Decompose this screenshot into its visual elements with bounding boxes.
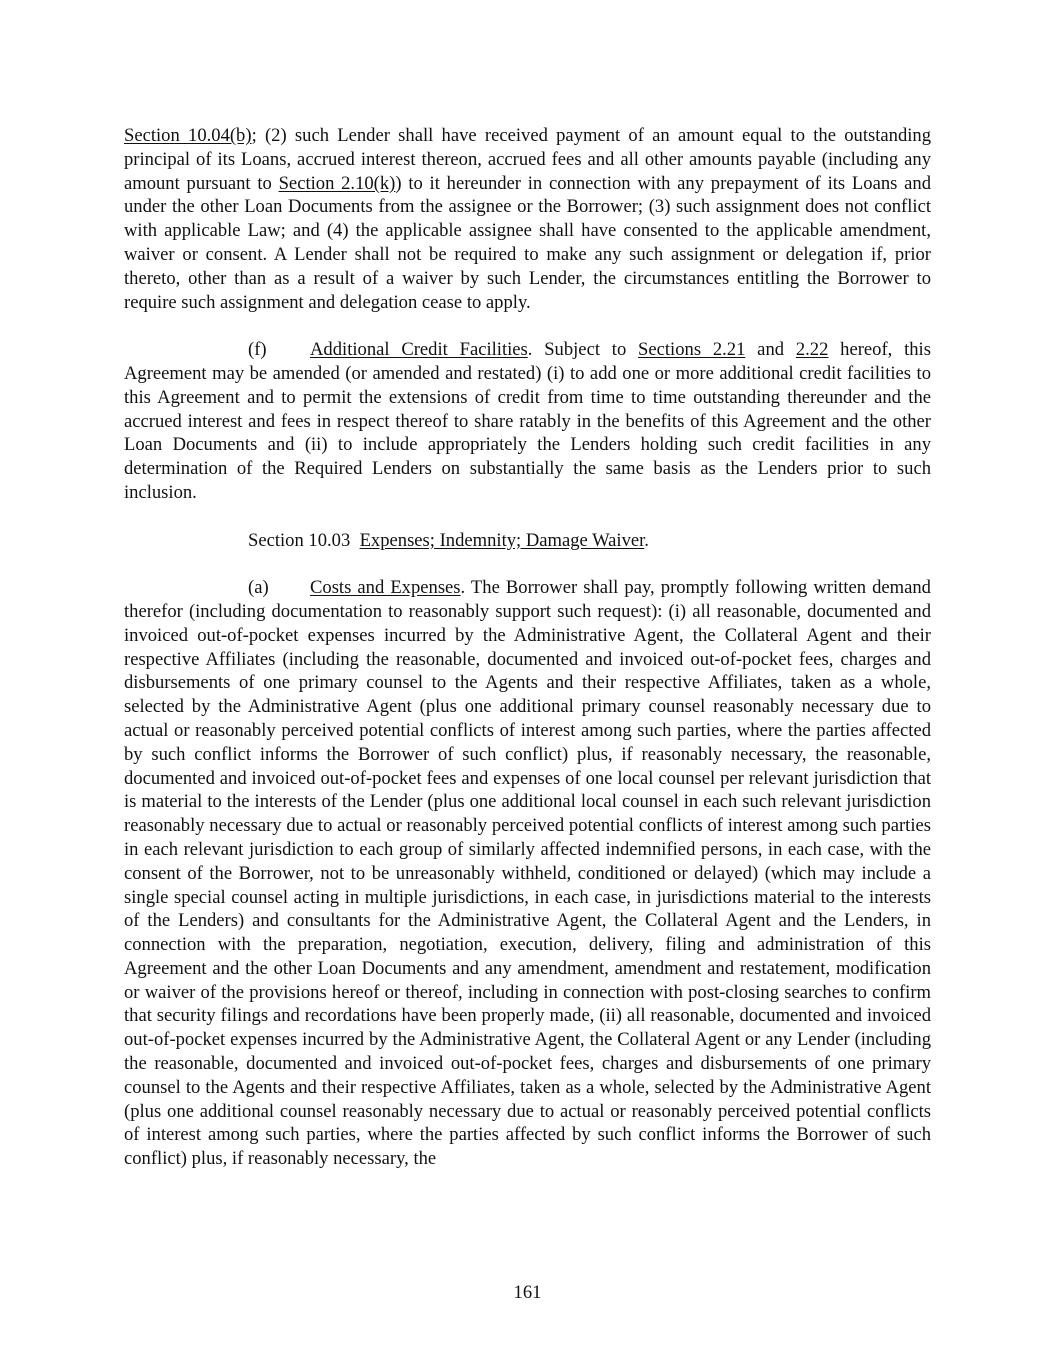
section-title: Expenses; Indemnity; Damage Waiver bbox=[359, 529, 645, 551]
paragraph-costs-and-expenses bbox=[124, 576, 931, 1171]
page-number: 161 bbox=[513, 1282, 542, 1303]
section-reference: Section 2.10(k) bbox=[278, 172, 396, 194]
section-reference: Sections 2.21 bbox=[638, 339, 746, 361]
section-reference: 2.22 bbox=[795, 339, 829, 361]
paragraph-text: and bbox=[745, 339, 796, 361]
section-number: Section 10.03 bbox=[248, 529, 351, 551]
paragraph-text: . The Borrower shall pay, promptly following written demand therefor (including documentation to reasonably support such request): (i) all reasonable, documented and invoiced out-of-pocket expenses incurred by the Administrative Agent, the Collateral Agent and their respective Affiliates (including the reasonable, documented and invoiced out-of-pocket fees, charges and disbursements of one primary counsel to the Agents and their respective Affiliates, taken as a whole, selected by the Administrative Agent (plus one additional primary counsel reasonably necessary due to actual or reasonably perceived potential conflicts of interest among such parties, where the parties affected by such conflict informs the Borrower of such conflict) plus, if reasonably necessary, the reasonable, documented and invoiced out-of-pocket fees and expenses of one local counsel per relevant jurisdiction that is material to the interests of the Lender (plus one additional local counsel in each such relevant jurisdiction reasonably necessary due to actual or reasonably perceived potential conflicts of interest among such parties in each relevant jurisdiction to each group of similarly affected indemnified persons, in each case, with the consent of the Borrower, not to be unreasonably withheld, conditioned or delayed) (which may include a single special counsel acting in multiple jurisdictions, in each case, in jurisdictions material to the interests of the Lenders) and consultants for the Administrative Agent, the Collateral Agent and the Lenders, in connection with the preparation, negotiation, execution, delivery, filing and administration of this Agreement and the other Loan Documents and any amendment, amendment and restatement, modification or waiver of the provisions hereof or thereof, including in connection with post-closing searches to confirm that security filings and recordations have been properly made, (ii) all reasonable, documented and invoiced out-of-pocket expenses incurred by the Administrative Agent, the Collateral Agent or any Lender (including the reasonable, documented and invoiced out-of-pocket fees, charges and disbursements of one primary counsel to the Agents and their respective Affiliates, taken as a whole, selected by the Administrative Agent (plus one additional counsel reasonably necessary due to actual or reasonably perceived potential conflicts of interest among such parties, where the parties affected by such conflict informs the Borrower of such conflict) plus, if reasonably necessary, the bbox=[124, 577, 931, 1170]
clause-title: Costs and Expenses bbox=[310, 577, 461, 599]
clause-marker: (a) bbox=[248, 577, 269, 599]
paragraph-text: ) to it hereunder in connection with any prepayment of its Loans and under the other Loan Documents from the assignee or the Borrower; (3) such assignment does not conflict with applicable Law; and (4) the applicable assignee shall have consented to the applicable amendment, waiver or consent. A Lender shall not be required to make any such assignment or delegation if, prior thereto, other than as a result of a waiver by such Lender, the circumstances entitling the Borrower to require such assignment and delegation cease to apply. bbox=[124, 172, 931, 313]
clause-title: Additional Credit Facilities bbox=[310, 339, 528, 361]
section-title-period: . bbox=[644, 529, 649, 551]
paragraph-text: ; (2) such Lender shall have received payment of an amount equal to the outstanding principal of its Loans, accrued interest thereon, accrued fees and all other amounts payable (including any amount pursuant to bbox=[124, 125, 932, 194]
document-page bbox=[124, 124, 931, 1171]
paragraph-continuation bbox=[124, 124, 931, 314]
paragraph-additional-credit-facilities bbox=[124, 338, 931, 505]
section-reference: Section 10.04(b) bbox=[124, 125, 252, 146]
section-heading bbox=[124, 529, 931, 553]
paragraph-text: hereof, this Agreement may be amended (or amended and restated) (i) to add one or more additional credit facilities to this Agreement and to permit the extensions of credit from time to time outstanding thereunder and the accrued interest and fees in respect thereof to share ratably in the benefits of this Agreement and the other Loan Documents and (ii) to include appropriately the Lenders holding such credit facilities in any determination of the Required Lenders on substantially the same basis as the Lenders prior to such inclusion. bbox=[124, 339, 931, 503]
clause-marker: (f) bbox=[248, 339, 267, 361]
paragraph-text: . Subject to bbox=[527, 339, 639, 361]
